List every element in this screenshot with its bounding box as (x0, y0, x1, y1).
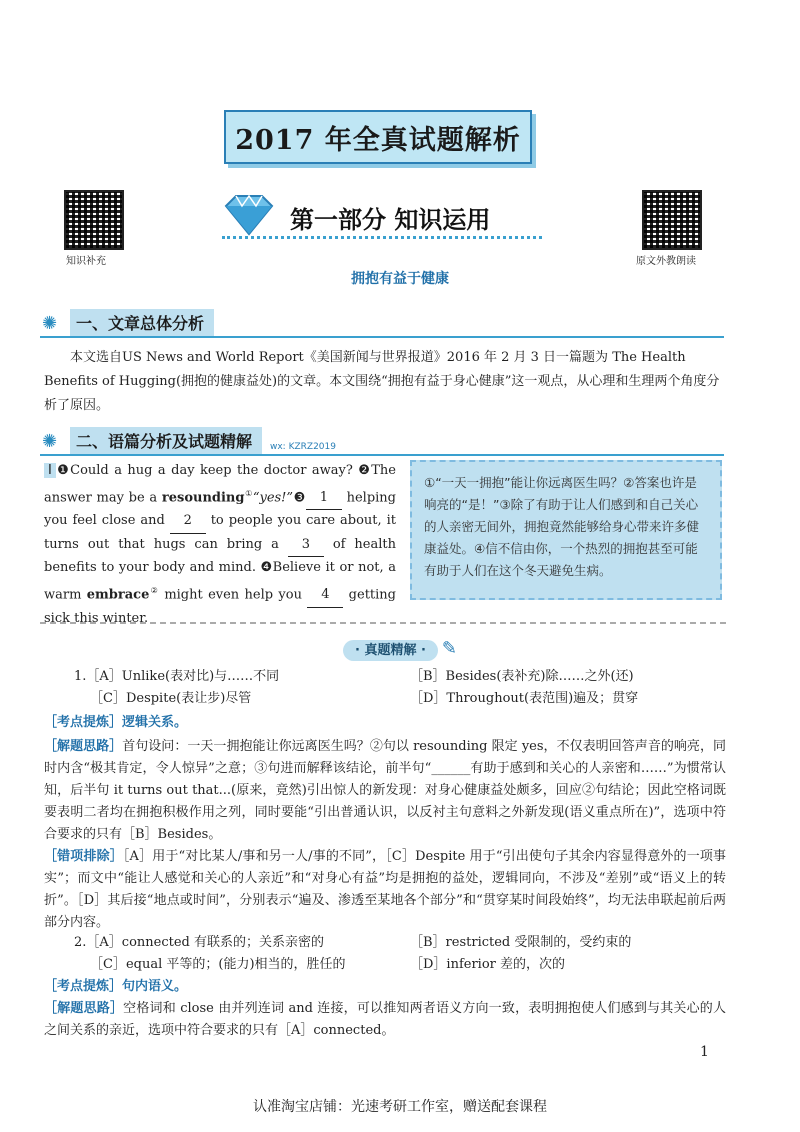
q2-reasoning: ［解题思路］空格词和 close 由并列连词 and 连接，可以推知两者语义方向一致，表明拥抱使人们感到与其关心的人之间关系的亲近，选项中符合要求的只有［A］connected。 (44, 1001, 726, 1038)
blank-2[interactable]: 2 (170, 510, 206, 534)
translation-box: ①“一天一拥抱”能让你远离医生吗？②答案也许是响亮的“是！”③除了有助于让人们感到和自己关心的人亲密无间外，拥抱竟然能够给身心带来许多健康益处。④信不信由你，一个热烈的拥抱甚至可能有助于人们在这个冬天避免生病。 (410, 460, 722, 600)
footer-watermark: 认准淘宝店铺：光速考研工作室，赠送配套课程 (253, 1099, 547, 1115)
part-title: 第一部分 知识运用 (290, 206, 491, 234)
lightbulb-icon: ✺ (42, 431, 58, 452)
q1-option-a: 1.［A］Unlike(表对比)与……不同 (74, 669, 280, 684)
paragraph-marker: I (44, 463, 56, 478)
section-divider (40, 622, 726, 624)
q2-keypoint: ［考点提炼］句内语义。 (44, 979, 188, 994)
q2-option-d: ［D］inferior 差的，次的 (410, 957, 566, 972)
qr-code-left[interactable] (64, 190, 124, 250)
lightbulb-icon: ✺ (42, 313, 58, 334)
page-title: 2017 年全真试题解析 (224, 110, 532, 164)
qr-code-right[interactable] (642, 190, 702, 250)
blank-3[interactable]: 3 (288, 534, 324, 558)
q1-elimination: ［错项排除］［A］用于“对比某人/事和另一人/事的不同”，［C］Despite 用于“引出使句子其余内容显得意外的一项事实”；而文中“能让人感觉和关心的人亲近”和“对身心有益”均是拥抱的益处，逻辑同向，不涉及“差别”或“语义上的转折”。［D］其后接“地点或时间”，分别表示“遍及、渗透至某地各个部分”和“贯穿某时间段始终”，均无法串联起前后两部分内容。 (44, 849, 726, 930)
article-subtitle: 拥抱有益于健康 (351, 271, 449, 287)
q1-reasoning: ［解题思路］首句设问：一天一拥抱能让你远离医生吗？②句以 resounding 限定 yes，不仅表明回答声音的响亮，同时内含“极其肯定，令人惊异”之意；③句进而解释该结论，前半句“______有助于感到和关心的人亲密和……”为惯常认知，后半句 it turns out that...(原来，竟然)引出惊人的新发现：对身心健康益处颇多，回应②句结论；因此空格词既要表明二者均在拥抱积极作用之列，同时要能“引出普通认识，以反衬主句意料之外新发现(语义重点所在)”，选项中符合要求的只有［B］Besides。 (44, 739, 726, 842)
q2-option-c: ［C］equal 平等的；(能力)相当的，胜任的 (90, 957, 346, 972)
q2-option-a: 2.［A］connected 有联系的；关系亲密的 (74, 935, 324, 950)
section-2-heading: ✺ 二、语篇分析及试题精解 wx: KZRZ2019 (40, 428, 724, 456)
qr-left-label: 知识补充 (66, 256, 106, 267)
pen-icon: ✎ (441, 638, 458, 659)
q1-option-b: ［B］Besides(表补充)除……之外(还) (410, 669, 634, 684)
english-passage: I ❶Could a hug a day keep the doctor away? ❷The answer may be a resounding①“yes!”❸ 1 helping you feel close and 2 to people you care about, it turns out that hugs can bring a 3 of health benefits to your body and mind. ❹Believe it or not, a warm embrace② might even help you 4 getting sick this winter. (44, 463, 397, 626)
diamond-icon (218, 192, 280, 238)
analysis-badge: · 真题精解 · ✎ (0, 638, 800, 659)
q1-option-d: ［D］Throughout(表范围)遍及；贯穿 (410, 691, 639, 706)
section-1-heading: ✺ 一、文章总体分析 (40, 310, 724, 338)
q1-option-c: ［C］Despite(表让步)尽管 (90, 691, 252, 706)
qr-right-label: 原文外教朗读 (636, 256, 696, 267)
overview-paragraph: 本文选自US News and World Report《美国新闻与世界报道》2016 年 2 月 3 日一篇题为 The Health Benefits of Hugging(拥抱的健康益处)的文章。本文围绕“拥抱有益于身心健康”这一观点，从心理和生理两个角度分析了原因。 (44, 350, 720, 413)
title-underline (222, 236, 542, 239)
q2-option-b: ［B］restricted 受限制的，受约束的 (410, 935, 632, 950)
blank-4[interactable]: 4 (307, 584, 343, 608)
page-number: 1 (700, 1044, 709, 1060)
q1-keypoint: ［考点提炼］逻辑关系。 (44, 715, 188, 730)
blank-1[interactable]: 1 (306, 487, 342, 511)
